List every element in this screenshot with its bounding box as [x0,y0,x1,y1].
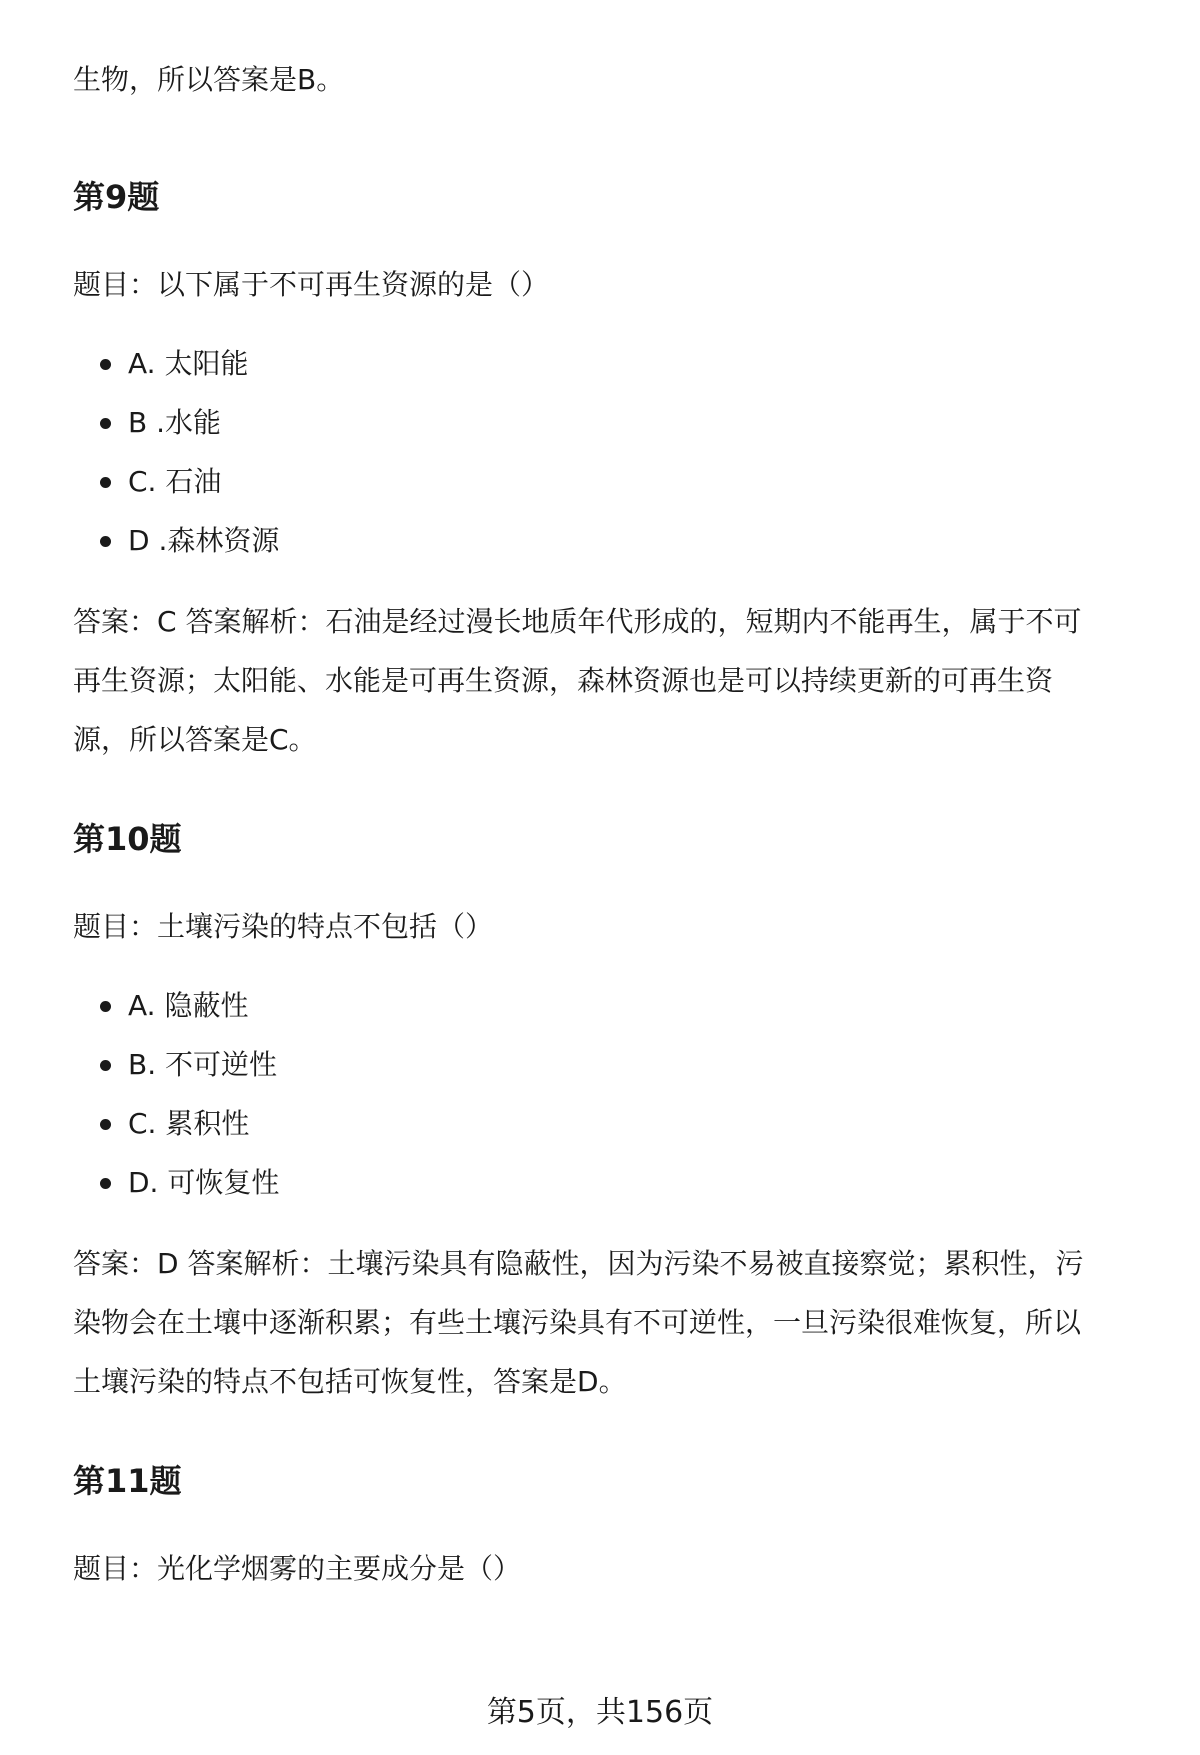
option-label: A. 太阳能 [128,347,249,380]
answer-explanation [73,592,1153,769]
bullet-icon [100,1001,111,1012]
question-11 [73,1461,1153,1598]
bullet-icon [100,1178,111,1189]
option-label: B. 不可逆性 [128,1048,278,1081]
answer-line: 再生资源；太阳能、水能是可再生资源，森林资源也是可以持续更新的可再生资 [73,664,1054,697]
answer-line: 源，所以答案是C。 [73,723,317,756]
question-title: 第9题 [73,178,160,216]
question-text: 题目：以下属于不可再生资源的是（） [73,268,550,301]
document-page [73,58,1153,1598]
option-item [73,1153,1153,1212]
question-10 [73,819,1153,1411]
option-item [73,393,1153,452]
question-title: 第10题 [73,820,182,858]
option-label: D. 可恢复性 [128,1166,280,1199]
option-label: A. 隐蔽性 [128,989,249,1022]
bullet-icon [100,418,111,429]
answer-explanation [73,1234,1153,1411]
option-item [73,1035,1153,1094]
intro-text: 生物，所以答案是B。 [73,63,345,96]
option-item [73,452,1153,511]
bullet-icon [100,359,111,370]
question-text: 题目：光化学烟雾的主要成分是（） [73,1552,522,1585]
option-list [73,976,1153,1212]
option-item [73,1094,1153,1153]
question-title: 第11题 [73,1462,182,1500]
option-label: D .森林资源 [128,524,280,557]
bullet-icon [100,477,111,488]
bullet-icon [100,1119,111,1130]
bullet-icon [100,536,111,547]
page-number: 第5页，共156页 [486,1695,714,1730]
option-label: B .水能 [128,406,222,439]
question-9 [73,177,1153,769]
option-item [73,976,1153,1035]
answer-line: 染物会在土壤中逐渐积累；有些土壤污染具有不可逆性，一旦污染很难恢复，所以 [73,1306,1082,1339]
question-text: 题目：土壤污染的特点不包括（） [73,910,494,943]
option-list [73,334,1153,570]
answer-line: 答案：C 答案解析：石油是经过漫长地质年代形成的，短期内不能再生，属于不可 [73,605,1082,638]
bullet-icon [100,1060,111,1071]
option-item [73,334,1153,393]
option-item [73,511,1153,570]
option-label: C. 累积性 [128,1107,250,1140]
answer-line: 土壤污染的特点不包括可恢复性，答案是D。 [73,1365,627,1398]
answer-line: 答案：D 答案解析：土壤污染具有隐蔽性，因为污染不易被直接察觉；累积性，污 [73,1247,1084,1280]
option-label: C. 石油 [128,465,222,498]
